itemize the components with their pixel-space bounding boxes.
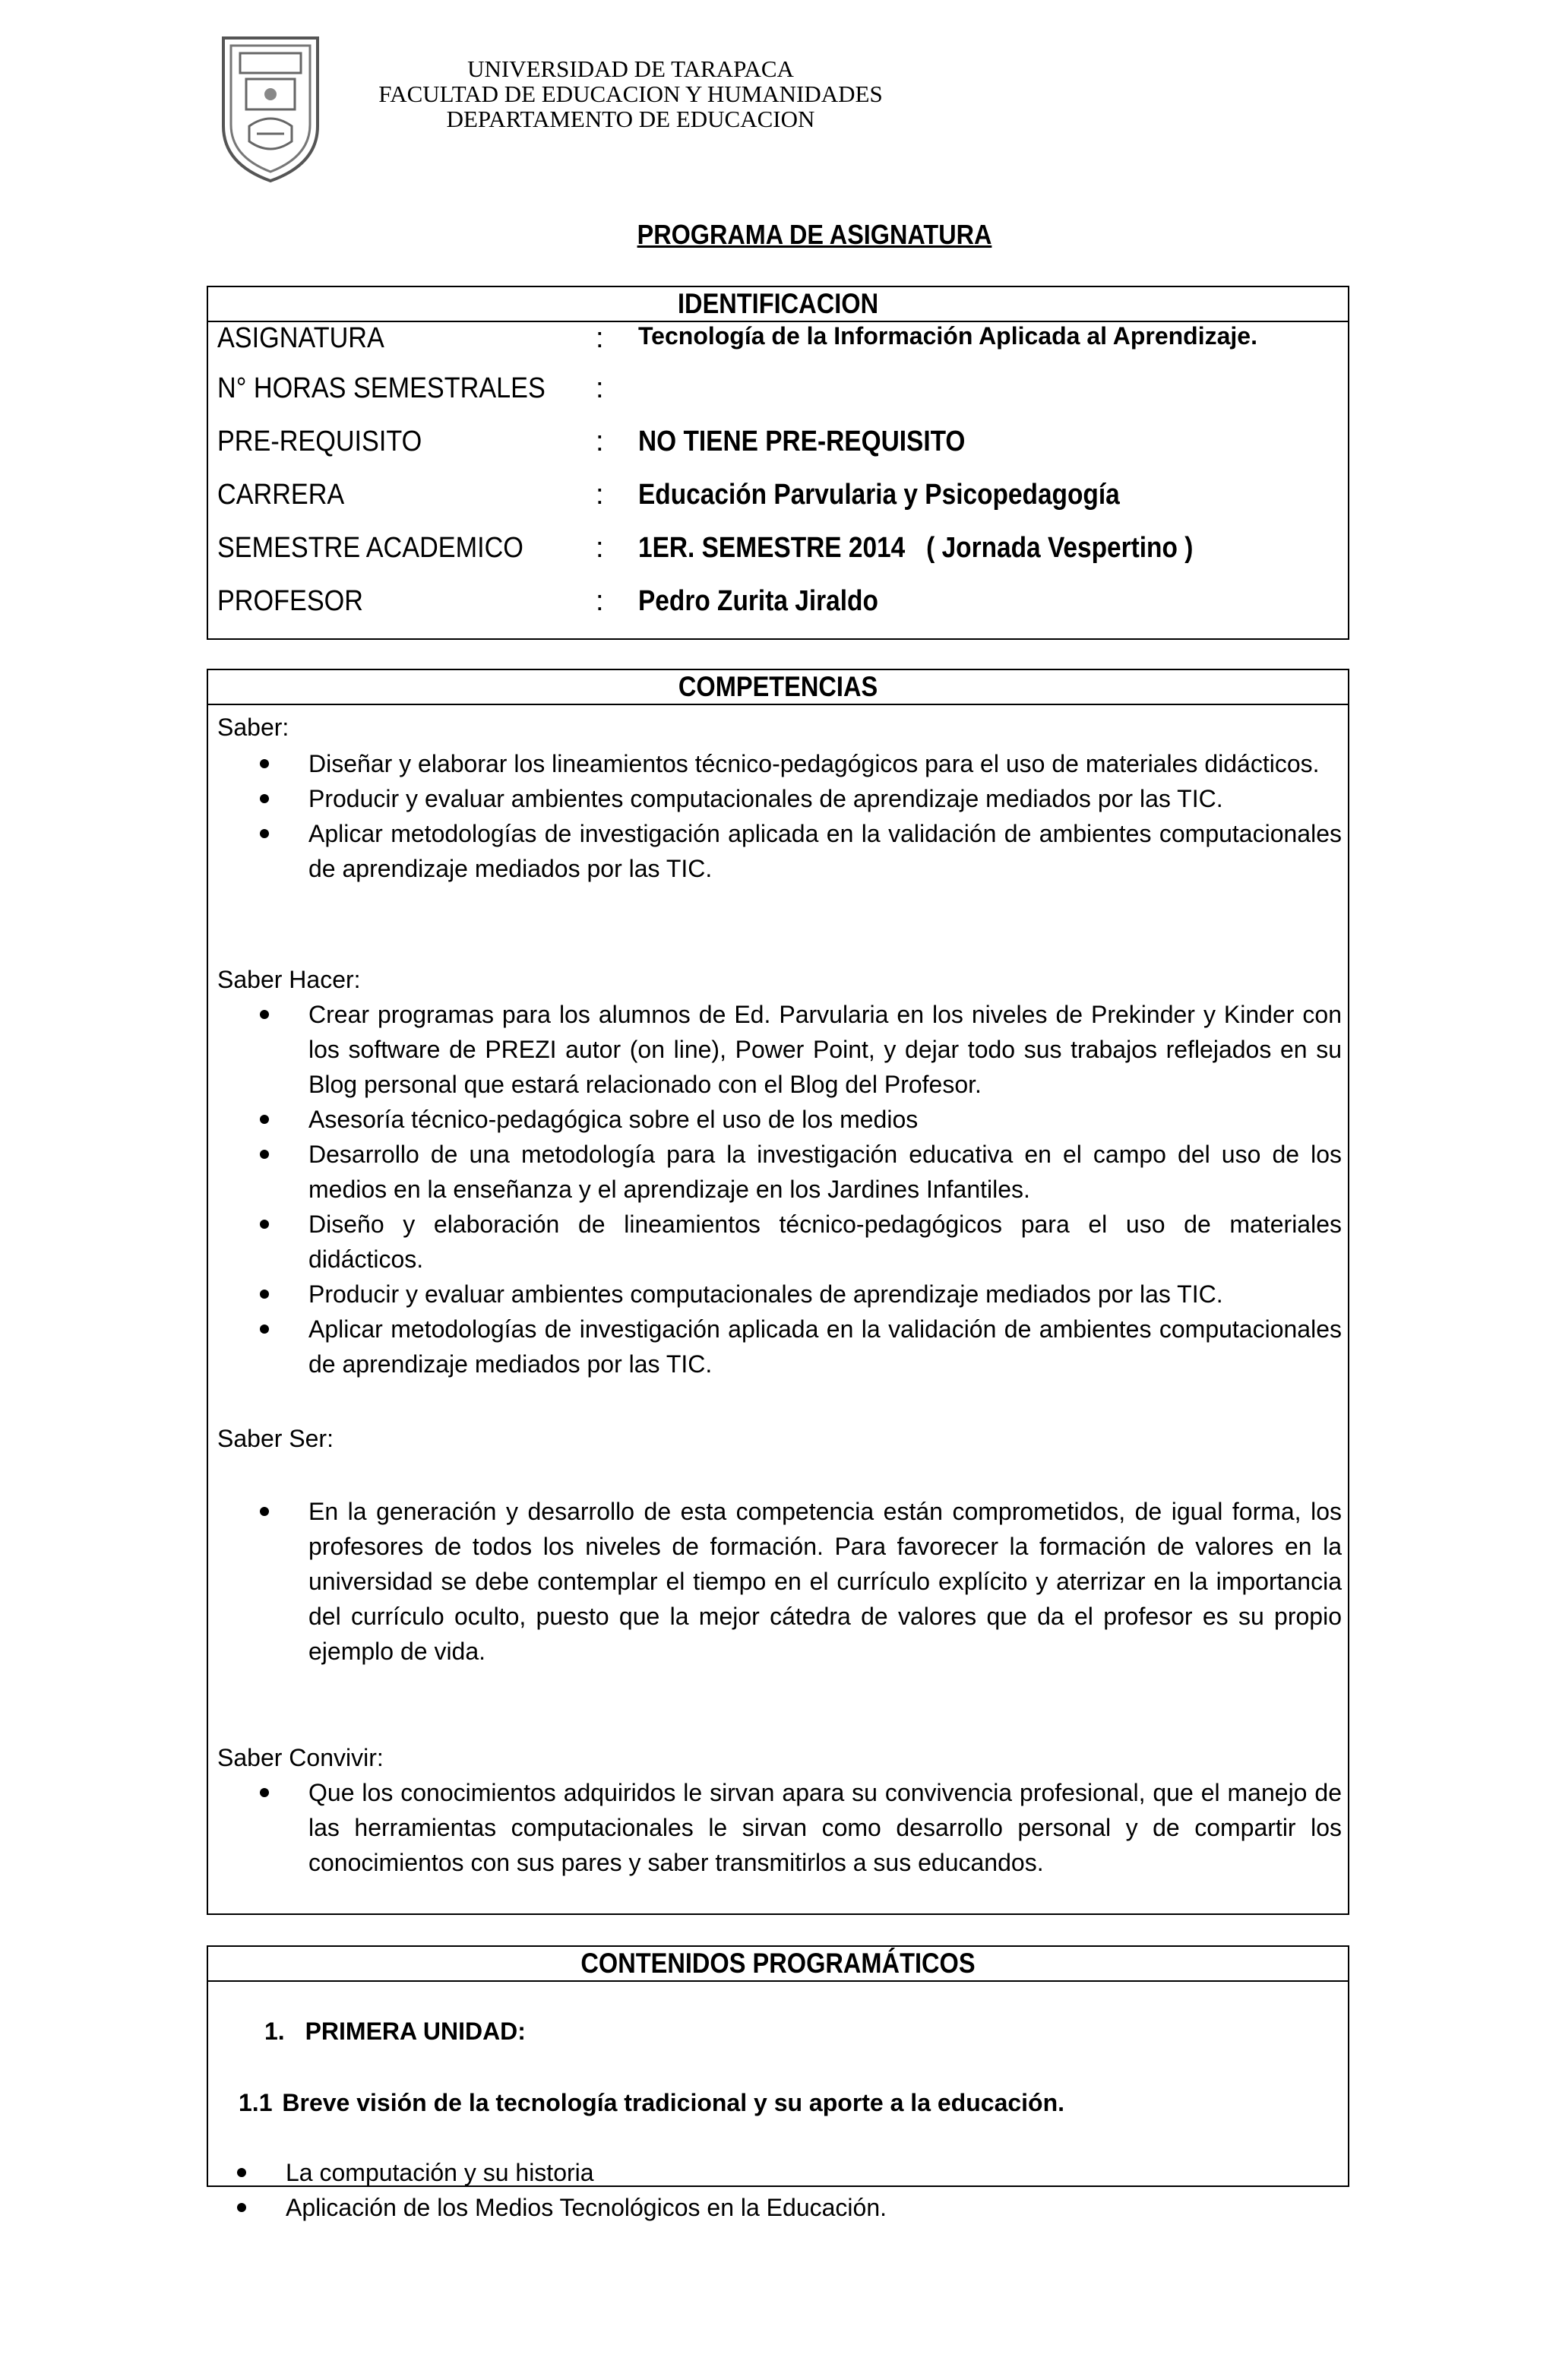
university-name: UNIVERSIDAD DE TARAPACA — [467, 55, 794, 82]
row-value: Educación Parvularia y Psicopedagogía — [638, 479, 1120, 511]
list-item: Diseñar y elaborar los lineamientos técnico-pedagógicos para el uso de materiales didácticos. — [208, 746, 1351, 781]
list-item: Diseño y elaboración de lineamientos técnico-pedagógicos para el uso de materiales didácticos. — [208, 1207, 1351, 1277]
unit-heading — [264, 2014, 526, 2049]
saber-convivir-title: Saber Convivir: — [217, 1744, 384, 1771]
unit-title: PRIMERA UNIDAD: — [305, 2018, 526, 2045]
row-label: N° HORAS SEMESTRALES — [217, 372, 546, 404]
faculty-name: FACULTAD DE EDUCACION Y HUMANIDADES — [378, 81, 883, 107]
row-colon: : — [596, 322, 604, 354]
subsection-title: Breve visión de la tecnología tradicional y su aporte a la educación. — [282, 2089, 1065, 2116]
row-value: 1ER. SEMESTRE 2014 ( Jornada Vespertino ) — [638, 532, 1194, 564]
row-label: SEMESTRE ACADEMICO — [217, 532, 523, 564]
saber-hacer-list — [208, 997, 1351, 1381]
row-asignatura — [208, 322, 1348, 362]
saber-convivir-list — [208, 1775, 1351, 1880]
list-item: Asesoría técnico-pedagógica sobre el uso de los medios — [208, 1102, 1351, 1137]
list-item: Que los conocimientos adquiridos le sirvan apara su convivencia profesional, que el manejo de las herramientas computacionales le sirvan como desarrollo personal y de compartir los conocimientos con sus pares y saber transmitirlos a sus educandos. — [208, 1775, 1351, 1880]
university-crest-icon — [219, 35, 322, 184]
list-item: Producir y evaluar ambientes computacionales de aprendizaje mediados por las TIC. — [208, 1277, 1351, 1312]
contenidos-box — [207, 1945, 1349, 2221]
competencias-box — [207, 669, 1349, 1915]
subsection-heading — [239, 2085, 1064, 2120]
row-colon: : — [596, 479, 604, 511]
row-colon: : — [596, 532, 604, 564]
list-item: Aplicar metodologías de investigación aplicada en la validación de ambientes computacionales de aprendizaje mediados por las TIC. — [208, 816, 1351, 886]
saber-ser-list — [208, 1494, 1351, 1669]
row-carrera — [208, 468, 1348, 521]
list-item: La computación y su historia — [208, 2155, 1351, 2190]
contenidos-list — [208, 2155, 1351, 2225]
row-label: ASIGNATURA — [217, 322, 384, 354]
list-item: Desarrollo de una metodología para la investigación educativa en el campo del uso de los medios en la enseñanza y el aprendizaje en los Jardines Infantiles. — [208, 1137, 1351, 1207]
identificacion-rows — [208, 322, 1348, 628]
institution-header — [327, 56, 935, 131]
page-title: PROGRAMA DE ASIGNATURA — [637, 219, 992, 250]
list-item: Producir y evaluar ambientes computacionales de aprendizaje mediados por las TIC. — [208, 781, 1351, 816]
list-item: Aplicar metodologías de investigación aplicada en la validación de ambientes computacionales de aprendizaje mediados por las TIC. — [208, 1312, 1351, 1381]
saber-hacer-title: Saber Hacer: — [217, 966, 361, 993]
subsection-number: 1.1 — [239, 2089, 273, 2116]
saber-ser-title: Saber Ser: — [217, 1425, 334, 1452]
row-horas — [208, 362, 1348, 415]
list-item: En la generación y desarrollo de esta competencia están comprometidos, de igual forma, los profesores de todos los niveles de formación. Para favorecer la formación de valores en la universidad se debe contemplar el tiempo en el currículo explícito y aterrizar en la importancia del currículo oculto, puesto que la mejor cátedra de valores que da el profesor es su propio ejemplo de vida. — [208, 1494, 1351, 1669]
department-name: DEPARTAMENTO DE EDUCACION — [446, 106, 815, 132]
identificacion-heading: IDENTIFICACION — [208, 287, 1348, 322]
saber-title: Saber: — [217, 714, 289, 741]
identificacion-box — [207, 286, 1349, 640]
row-prerequisito — [208, 415, 1348, 468]
row-label: PRE-REQUISITO — [217, 426, 422, 457]
list-item: Aplicación de los Medios Tecnológicos en la Educación. — [208, 2190, 1351, 2225]
row-colon: : — [596, 372, 604, 404]
row-label: CARRERA — [217, 479, 345, 511]
row-label: PROFESOR — [217, 585, 363, 617]
row-colon: : — [596, 585, 604, 617]
competencias-heading: COMPETENCIAS — [208, 670, 1348, 705]
list-item: Crear programas para los alumnos de Ed. Parvularia en los niveles de Prekinder y Kinder con los software de PREZI autor (on line), Power Point, y dejar todo sus trabajos reflejados en su Blog personal que estará relacionado con el Blog del Profesor. — [208, 997, 1351, 1102]
row-value: NO TIENE PRE-REQUISITO — [638, 426, 966, 457]
row-value: Pedro Zurita Jiraldo — [638, 585, 878, 617]
contenidos-heading: CONTENIDOS PROGRAMÁTICOS — [208, 1947, 1348, 1982]
row-colon: : — [596, 426, 604, 457]
row-value: Tecnología de la Información Aplicada al Aprendizaje. — [638, 322, 1257, 350]
unit-number: 1. — [264, 2018, 285, 2045]
saber-list — [208, 746, 1351, 886]
row-semestre — [208, 521, 1348, 574]
row-profesor — [208, 574, 1348, 628]
